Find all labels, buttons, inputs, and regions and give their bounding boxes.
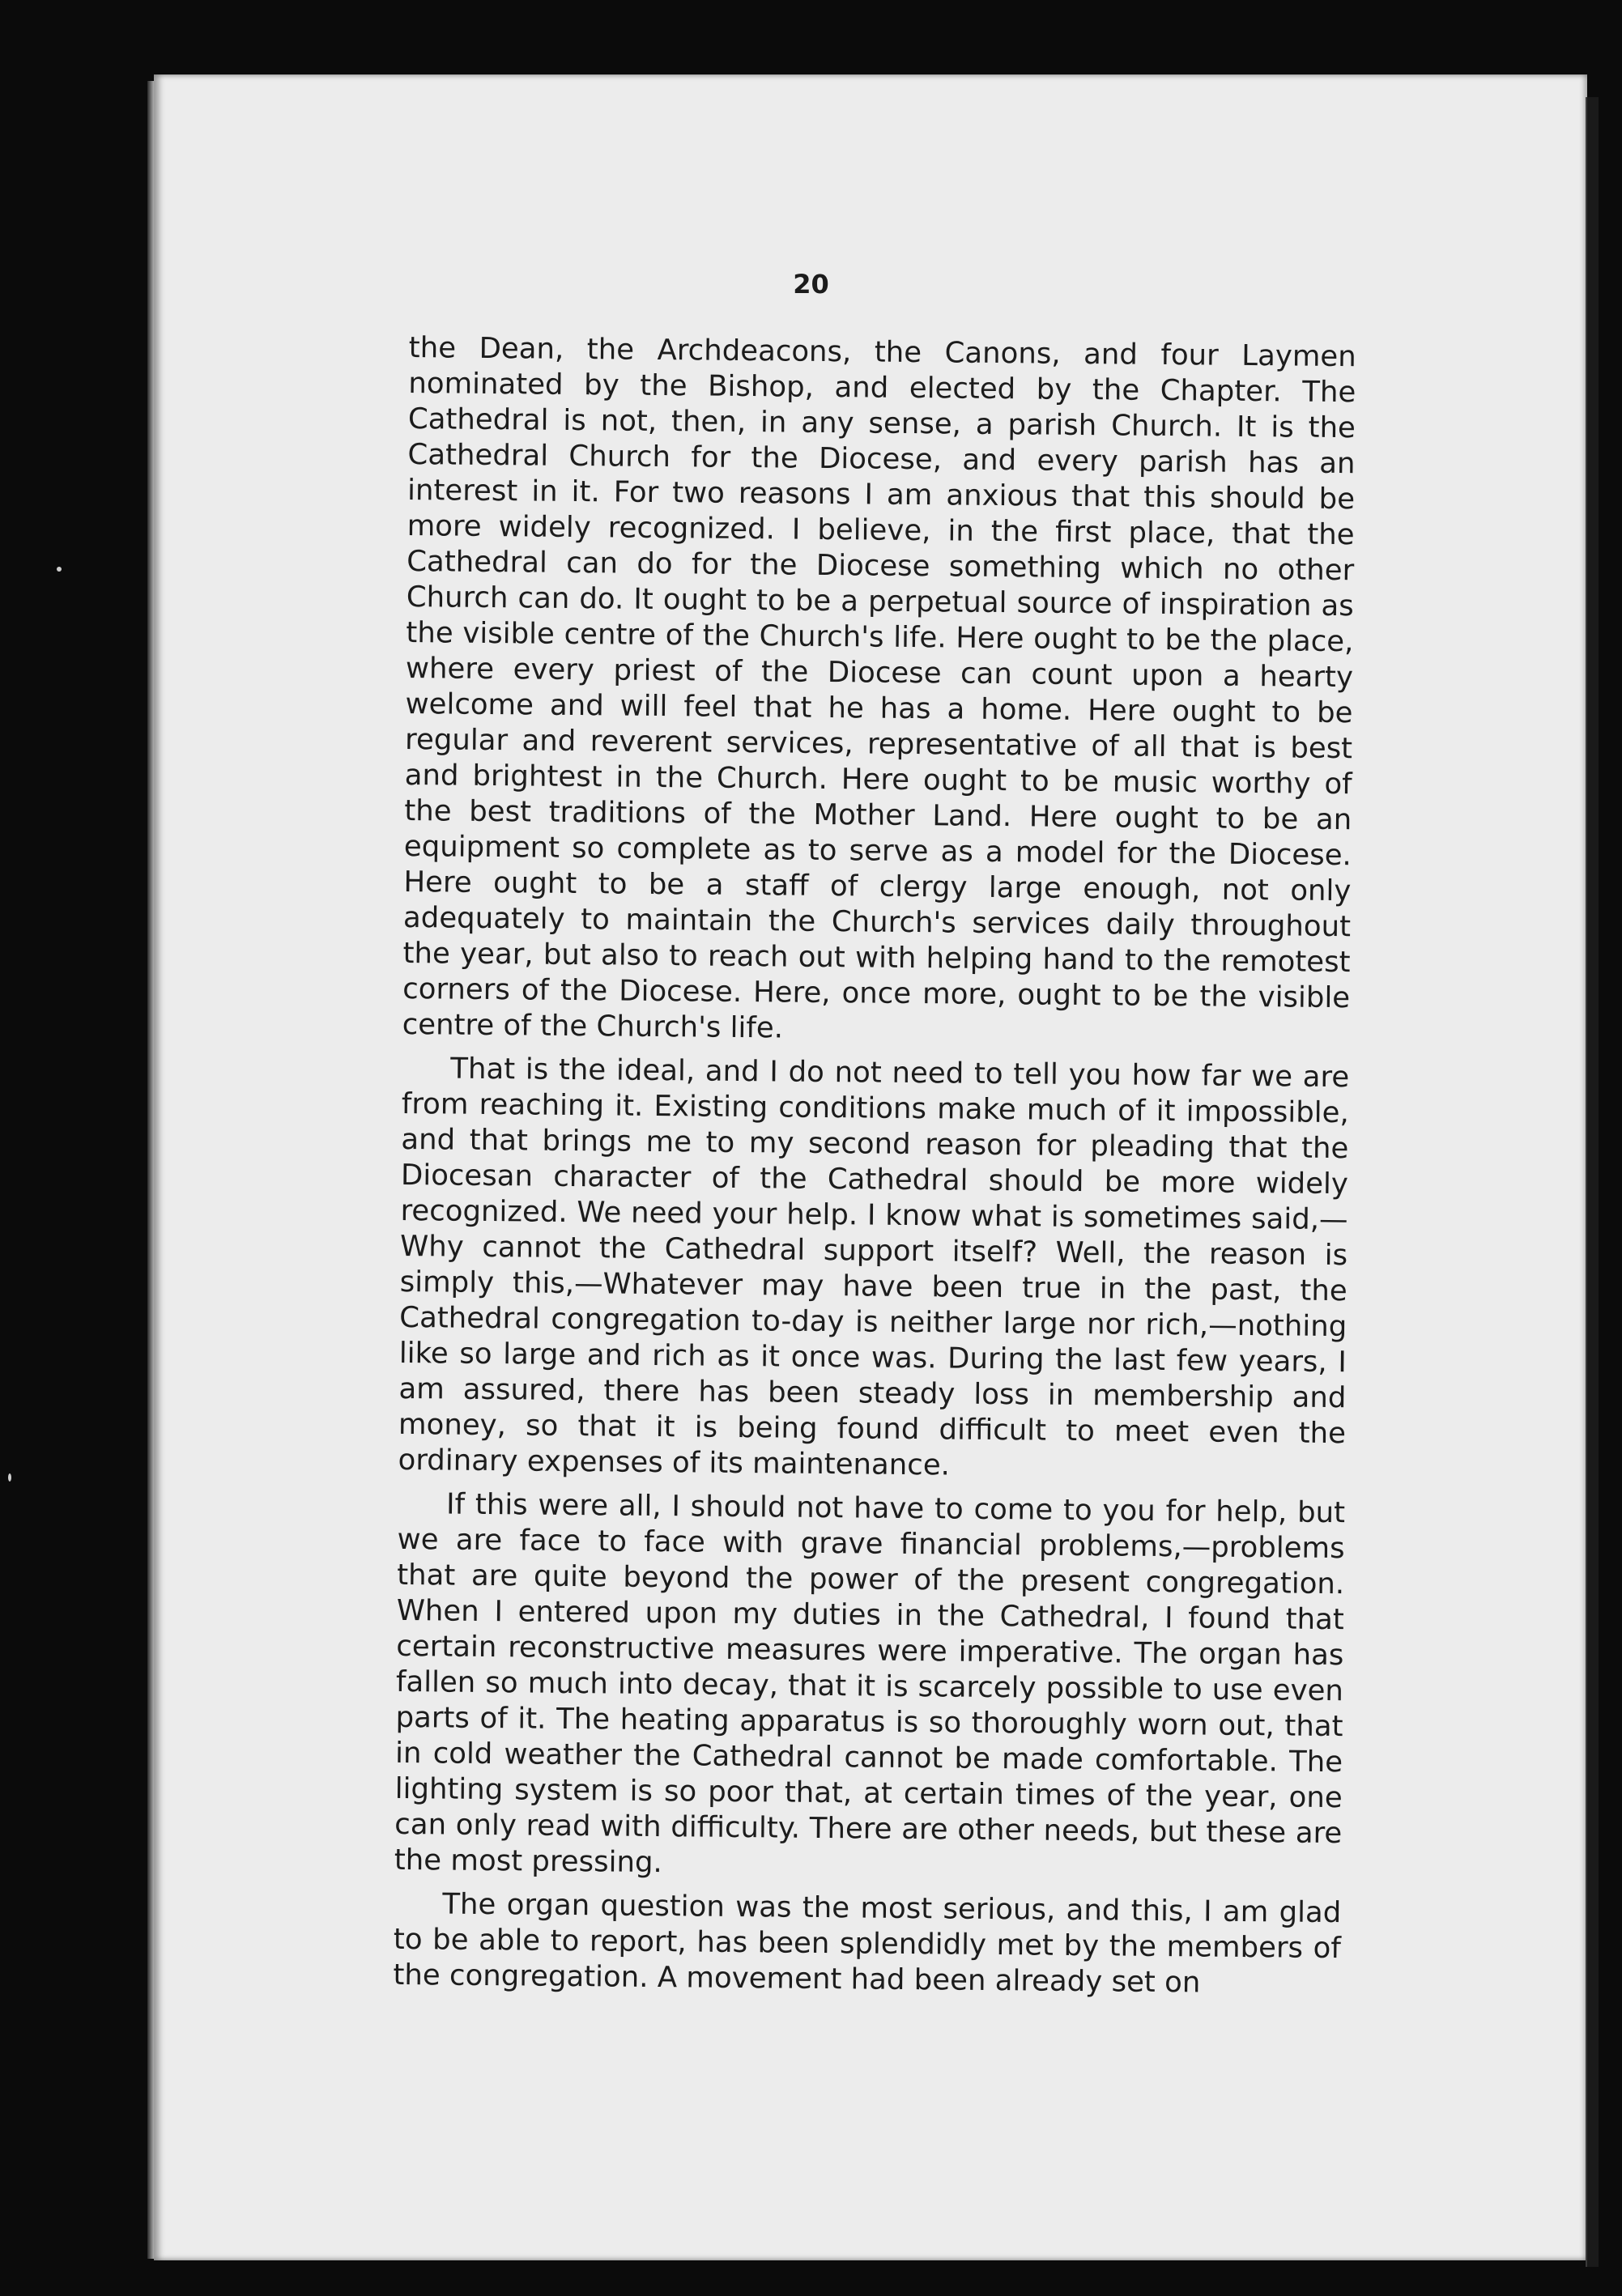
body-text xyxy=(393,330,1356,2010)
paragraph-1: the Dean, the Archdeacons, the Canons, and four Laymen nominated by the Bishop, and elected by the Chapter. The Cathedral is not, then, in any sense, a parish Church. It is the Cathedral Church for the Diocese, and every parish has an interest in it. For two reasons I am anxious that this should be more widely recognized. I believe, in the first place, that the Cathedral can do for the Diocese something which no other Church can do. It ought to be a perpetual source of inspiration as the visible centre of the Church's life. Here ought to be the place, where every priest of the Diocese can count upon a hearty welcome and will feel that he has a home. Here ought to be regular and reverent services, representative of all that is best and brightest in the Church. Here ought to be music worthy of the best traditions of the Mother Land. Here ought to be an equipment so complete as to serve as a model for the Diocese. Here ought to be a staff of clergy large enough, not only adequately to maintain the Church's services daily throughout the year, but also to reach out with helping hand to the remotest corners of the Diocese. Here, once more, ought to be the visible centre of the Church's life. xyxy=(402,330,1356,1045)
page-number: 20 xyxy=(793,269,829,300)
paragraph-2: That is the ideal, and I do not need to tell you how far we are from reaching it. Existing conditions make much of it impossible, and that brings me to my second reason for pleading that the Diocesan character of the Cathedral should be more widely recognized. We need your help. I know what is sometimes said,—Why cannot the Cathedral support itself? Well, the reason is simply this,—Whatever may have been true in the past, the Cathedral congregation to-day is neither large nor rich,—nothing like so large and rich as it once was. During the last few years, I am assured, there has been steady loss in membership and money, so that it is being found difficult to meet even the ordinary expenses of its maintenance. xyxy=(398,1052,1350,1482)
scan-speck xyxy=(57,567,62,572)
paragraph-3: If this were all, I should not have to come to you for help, but we are face to face with grave financial problems,—problems that are quite beyond the power of the present congregation. When I entered upon my duties in the Cathedral, I found that certain reconstructive measures were imperative. The organ has fallen so much into decay, that it is scarcely possible to use even parts of it. The heating apparatus is so thoroughly worn out, that in cold weather the Cathedral cannot be made comfortable. The lighting system is so poor that, at certain times of the year, one can only read with difficulty. There are other needs, but these are the most pressing. xyxy=(394,1487,1346,1880)
scan-speck xyxy=(8,1473,11,1482)
facing-page-edge xyxy=(1586,97,1599,2267)
paragraph-4: The organ question was the most serious, and this, I am glad to be able to report, has been splendidly met by the members of the congregation. A movement had been already set on xyxy=(393,1887,1342,2000)
